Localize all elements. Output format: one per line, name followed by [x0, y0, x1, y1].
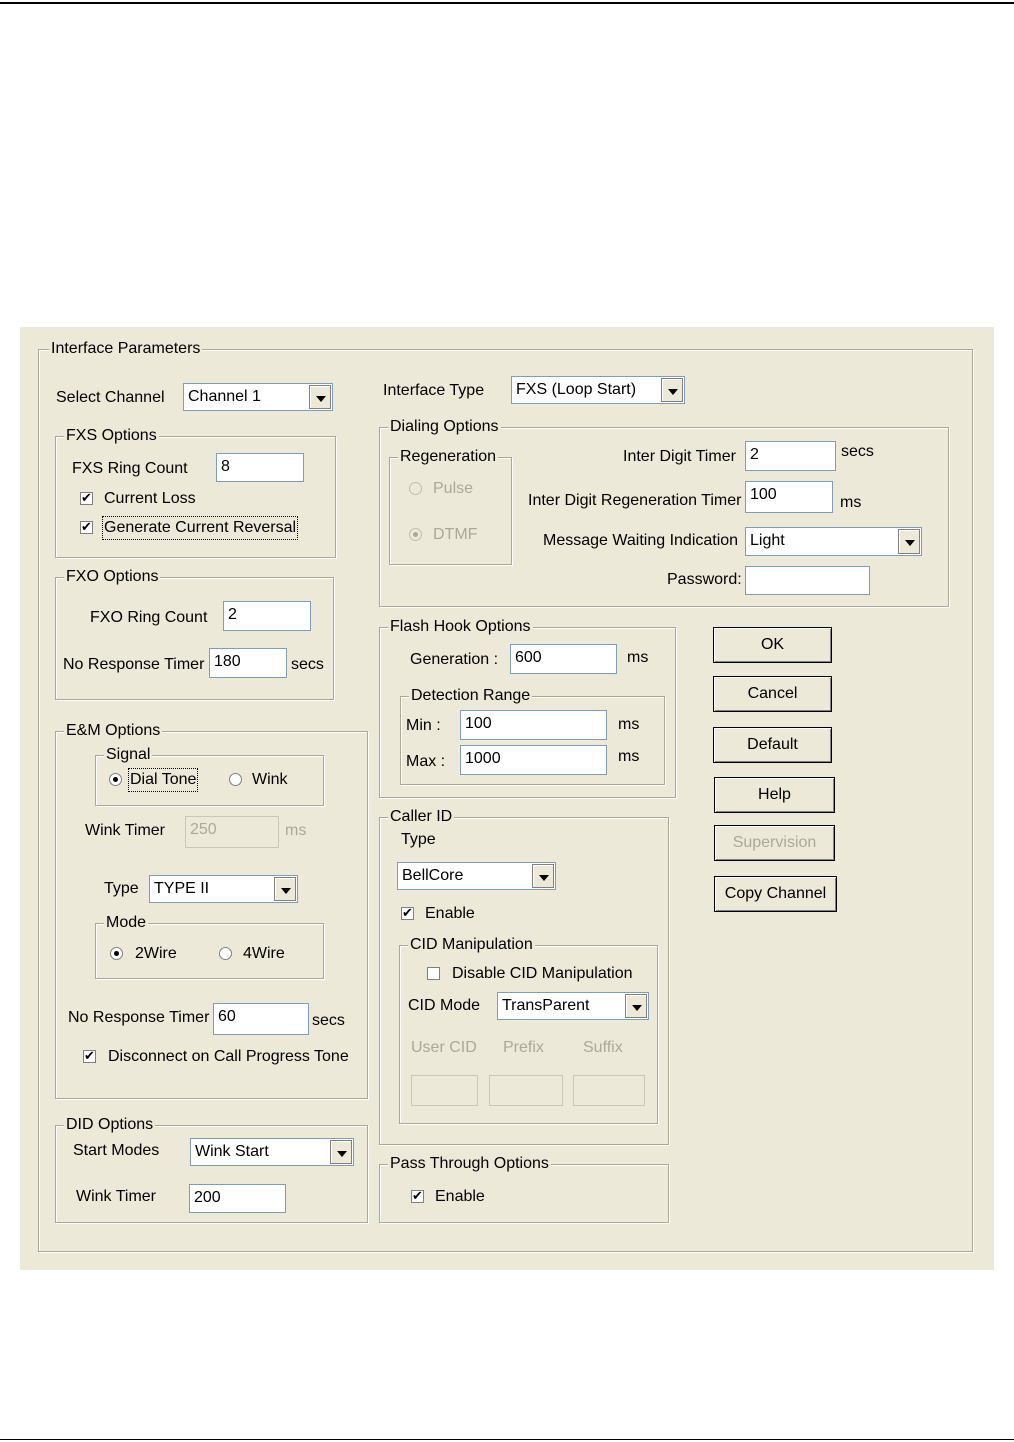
caller-id-legend: Caller ID [390, 808, 453, 825]
regeneration-group [389, 448, 512, 565]
max-unit: ms [618, 748, 640, 765]
disconnect-call-progress-checkbox[interactable] [83, 1050, 96, 1063]
select-channel-value: Channel 1 [188, 388, 261, 405]
dial-tone-radio[interactable] [109, 773, 122, 786]
chevron-down-icon[interactable] [309, 385, 331, 409]
inter-digit-timer-label: Inter Digit Timer [623, 448, 736, 465]
did-wink-timer-label: Wink Timer [76, 1188, 156, 1205]
generation-label: Generation : [410, 651, 499, 668]
message-waiting-indication-value: Light [750, 532, 785, 549]
ok-button[interactable]: OK [713, 627, 832, 663]
current-loss-checkbox[interactable] [80, 492, 93, 505]
cid-mode-dropdown[interactable] [497, 992, 649, 1020]
fxo-no-response-unit: secs [291, 656, 324, 673]
password-input[interactable] [745, 566, 870, 595]
chevron-down-icon[interactable] [330, 1140, 352, 1164]
pass-through-enable-label: Enable [435, 1188, 485, 1205]
fxo-no-response-timer-input[interactable]: 180 [209, 648, 287, 678]
dialing-options-legend: Dialing Options [390, 418, 499, 435]
cancel-button[interactable]: Cancel [713, 676, 832, 712]
generate-current-reversal-checkbox[interactable] [80, 521, 93, 534]
prefix-label: Prefix [503, 1039, 544, 1056]
start-modes-value: Wink Start [195, 1143, 269, 1160]
em-no-response-unit: secs [312, 1012, 345, 1029]
copy-channel-button[interactable]: Copy Channel [714, 876, 837, 912]
max-label: Max : [406, 753, 446, 770]
em-no-response-timer-label: No Response Timer [68, 1009, 210, 1026]
user-cid-label: User CID [411, 1039, 477, 1056]
chevron-down-icon[interactable] [898, 529, 920, 554]
em-type-dropdown[interactable] [149, 875, 298, 903]
fxs-ring-count-input[interactable]: 8 [216, 453, 304, 482]
caller-id-type-label: Type [401, 831, 436, 848]
pulse-radio[interactable] [409, 482, 422, 495]
generation-unit: ms [627, 649, 649, 666]
chevron-down-icon[interactable] [625, 994, 647, 1018]
caller-id-type-dropdown[interactable] [397, 862, 556, 890]
signal-legend: Signal [106, 746, 151, 763]
wink-label: Wink [252, 771, 288, 788]
chevron-down-icon[interactable] [274, 877, 296, 901]
cid-manipulation-legend: CID Manipulation [410, 936, 533, 953]
caller-id-type-value: BellCore [402, 867, 464, 884]
top-rule [0, 2, 1014, 4]
generation-input[interactable]: 600 [510, 644, 617, 674]
inter-digit-regeneration-timer-unit: ms [840, 494, 862, 511]
password-label: Password: [667, 571, 742, 588]
min-label: Min : [406, 717, 441, 734]
caller-id-enable-checkbox[interactable] [401, 907, 414, 920]
fxo-options-group [55, 568, 334, 700]
interface-parameters-dialog [20, 327, 994, 1270]
dtmf-label: DTMF [433, 526, 478, 543]
help-button[interactable]: Help [714, 777, 835, 813]
did-options-legend: DID Options [66, 1116, 154, 1133]
fxo-ring-count-label: FXO Ring Count [90, 609, 208, 626]
min-input[interactable]: 100 [460, 710, 607, 740]
fxs-ring-count-label: FXS Ring Count [72, 460, 188, 477]
wink-radio[interactable] [229, 773, 242, 786]
suffix-label: Suffix [583, 1039, 623, 1056]
pass-through-enable-checkbox[interactable] [411, 1190, 424, 1203]
supervision-button[interactable]: Supervision [714, 825, 835, 861]
interface-type-value: FXS (Loop Start) [516, 381, 637, 398]
dtmf-radio[interactable] [409, 528, 422, 541]
select-channel-dropdown[interactable] [183, 383, 333, 411]
start-modes-label: Start Modes [73, 1142, 160, 1159]
fxo-options-legend: FXO Options [66, 568, 159, 585]
message-waiting-indication-dropdown[interactable] [745, 527, 922, 556]
em-type-value: TYPE II [154, 880, 210, 897]
chevron-down-icon[interactable] [661, 378, 683, 402]
min-unit: ms [618, 716, 640, 733]
cid-mode-label: CID Mode [408, 997, 481, 1014]
disconnect-call-progress-label: Disconnect on Call Progress Tone [108, 1048, 349, 1065]
disable-cid-manipulation-label: Disable CID Manipulation [452, 965, 633, 982]
generate-current-reversal-label: Generate Current Reversal [104, 519, 297, 536]
inter-digit-timer-unit: secs [841, 443, 874, 460]
two-wire-label: 2Wire [135, 945, 177, 962]
detection-range-legend: Detection Range [411, 687, 531, 704]
dial-tone-label: Dial Tone [130, 771, 197, 788]
message-waiting-indication-label: Message Waiting Indication [543, 532, 739, 549]
em-wink-timer-label: Wink Timer [85, 822, 165, 839]
inter-digit-regeneration-timer-label: Inter Digit Regeneration Timer [528, 492, 742, 509]
pass-through-options-legend: Pass Through Options [390, 1155, 549, 1172]
mode-group [95, 914, 324, 979]
select-channel-label: Select Channel [56, 389, 165, 406]
em-wink-timer-input[interactable]: 250 [185, 816, 279, 848]
pulse-label: Pulse [433, 480, 474, 497]
em-no-response-timer-input[interactable]: 60 [213, 1003, 309, 1035]
caller-id-enable-label: Enable [425, 905, 475, 922]
four-wire-label: 4Wire [243, 945, 285, 962]
inter-digit-timer-input[interactable]: 2 [745, 441, 836, 471]
prefix-input[interactable] [489, 1075, 563, 1106]
fxs-options-legend: FXS Options [66, 427, 157, 444]
em-options-legend: E&M Options [66, 722, 161, 739]
start-modes-dropdown[interactable] [190, 1138, 354, 1166]
suffix-input[interactable] [573, 1075, 645, 1106]
em-wink-timer-unit: ms [285, 822, 307, 839]
fxo-no-response-timer-label: No Response Timer [63, 656, 205, 673]
mode-legend: Mode [106, 914, 147, 931]
fxo-ring-count-input[interactable]: 2 [223, 601, 311, 631]
cid-mode-value: TransParent [502, 997, 590, 1014]
max-input[interactable]: 1000 [460, 745, 607, 775]
two-wire-radio[interactable] [110, 947, 123, 960]
did-wink-timer-input[interactable]: 200 [189, 1184, 286, 1213]
disable-cid-manipulation-checkbox[interactable] [427, 967, 440, 980]
interface-type-label: Interface Type [383, 382, 485, 399]
inter-digit-regeneration-timer-input[interactable]: 100 [745, 481, 833, 513]
default-button[interactable]: Default [713, 727, 832, 763]
interface-type-dropdown[interactable] [511, 376, 685, 404]
four-wire-radio[interactable] [219, 947, 232, 960]
current-loss-label: Current Loss [104, 490, 196, 507]
flash-hook-options-legend: Flash Hook Options [390, 618, 531, 635]
user-cid-input[interactable] [411, 1075, 478, 1106]
regeneration-legend: Regeneration [400, 448, 497, 465]
chevron-down-icon[interactable] [532, 864, 554, 888]
bottom-rule [0, 1439, 1014, 1440]
interface-parameters-legend: Interface Parameters [51, 340, 201, 357]
em-type-label: Type [104, 880, 139, 897]
